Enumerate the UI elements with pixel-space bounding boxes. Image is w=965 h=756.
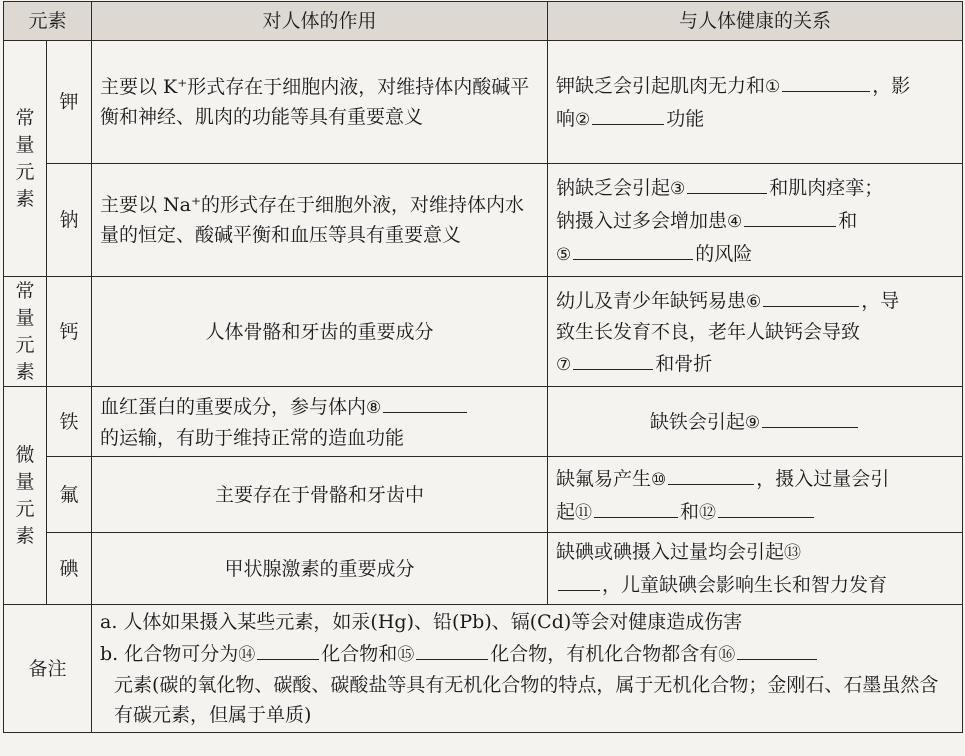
note-b: b. 化合物可分为⑭ 化合物和⑮ 化合物，有机化合物都含有⑯ bbox=[100, 637, 954, 670]
blank-13[interactable] bbox=[558, 568, 600, 591]
element-i: 碘 bbox=[47, 533, 92, 605]
element-f: 氟 bbox=[47, 457, 92, 533]
group-macro-1: 常量元素 bbox=[4, 41, 47, 277]
header-row bbox=[4, 2, 963, 41]
element-fe: 铁 bbox=[47, 387, 92, 457]
element-ca: 钙 bbox=[47, 277, 92, 387]
note-label: 备注 bbox=[4, 605, 92, 733]
blank-16[interactable] bbox=[737, 637, 817, 660]
group-macro-2: 常量元素 bbox=[4, 277, 47, 387]
element-na: 钠 bbox=[47, 164, 92, 277]
element-table bbox=[3, 1, 963, 733]
row-potassium bbox=[4, 41, 963, 164]
blank-11[interactable] bbox=[594, 495, 678, 518]
row-fluorine bbox=[4, 457, 963, 533]
role-ca: 人体骨骼和牙齿的重要成分 bbox=[92, 277, 548, 387]
header-relation: 与人体健康的关系 bbox=[548, 2, 963, 41]
header-role: 对人体的作用 bbox=[92, 2, 548, 41]
header-element: 元素 bbox=[4, 2, 92, 41]
note-b-cont: 元素(碳的氧化物、碳酸、碳酸盐等具有无机化合物的特点，属于无机化合物；金刚石、石墨虽然含有碳元素，但属于单质) bbox=[114, 674, 939, 726]
role-f: 主要存在于骨骼和牙齿中 bbox=[92, 457, 548, 533]
relation-i: 缺碘或碘摄入过量均会引起⑬ ，儿童缺碘会影响生长和智力发育 bbox=[548, 533, 963, 605]
blank-15[interactable] bbox=[416, 637, 488, 660]
blank-10[interactable] bbox=[668, 462, 754, 485]
blank-9[interactable] bbox=[762, 405, 858, 428]
blank-5[interactable] bbox=[573, 237, 693, 260]
row-note bbox=[4, 605, 963, 733]
role-i: 甲状腺激素的重要成分 bbox=[92, 533, 548, 605]
element-k: 钾 bbox=[47, 41, 92, 164]
blank-2[interactable] bbox=[592, 102, 664, 125]
row-calcium bbox=[4, 277, 963, 387]
role-fe: 血红蛋白的重要成分，参与体内⑧ 的运输，有助于维持正常的造血功能 bbox=[92, 387, 548, 457]
note-a: a. 人体如果摄入某些元素，如汞(Hg)、铅(Pb)、镉(Cd)等会对健康造成伤害 bbox=[100, 611, 743, 633]
relation-fe: 缺铁会引起⑨ bbox=[548, 387, 963, 457]
relation-na: 钠缺乏会引起③ 和肌肉痉挛； 钠摄入过多会增加患④ 和 ⑤ 的风险 bbox=[548, 164, 963, 277]
blank-7[interactable] bbox=[573, 347, 653, 370]
row-iodine bbox=[4, 533, 963, 605]
blank-3[interactable] bbox=[687, 171, 767, 194]
relation-f: 缺氟易产生⑩ ，摄入过量会引 起⑪ 和⑫ bbox=[548, 457, 963, 533]
blank-1[interactable] bbox=[782, 69, 870, 92]
blank-8[interactable] bbox=[383, 390, 467, 413]
row-iron bbox=[4, 387, 963, 457]
role-k: 主要以 K⁺形式存在于细胞内液，对维持体内酸碱平衡和神经、肌肉的功能等具有重要意义 bbox=[92, 41, 548, 164]
role-na: 主要以 Na⁺的形式存在于细胞外液，对维持体内水量的恒定、酸碱平衡和血压等具有重要意义 bbox=[92, 164, 548, 277]
note-content bbox=[92, 605, 963, 733]
blank-4[interactable] bbox=[744, 204, 836, 227]
blank-14[interactable] bbox=[257, 637, 319, 660]
relation-ca: 幼儿及青少年缺钙易患⑥ ，导 致生长发育不良，老年人缺钙会导致 ⑦ 和骨折 bbox=[548, 277, 963, 387]
row-sodium bbox=[4, 164, 963, 277]
group-micro: 微量元素 bbox=[4, 387, 47, 605]
blank-6[interactable] bbox=[763, 284, 859, 307]
relation-k: 钾缺乏会引起肌肉无力和① ，影 响② 功能 bbox=[548, 41, 963, 164]
blank-12[interactable] bbox=[718, 495, 814, 518]
